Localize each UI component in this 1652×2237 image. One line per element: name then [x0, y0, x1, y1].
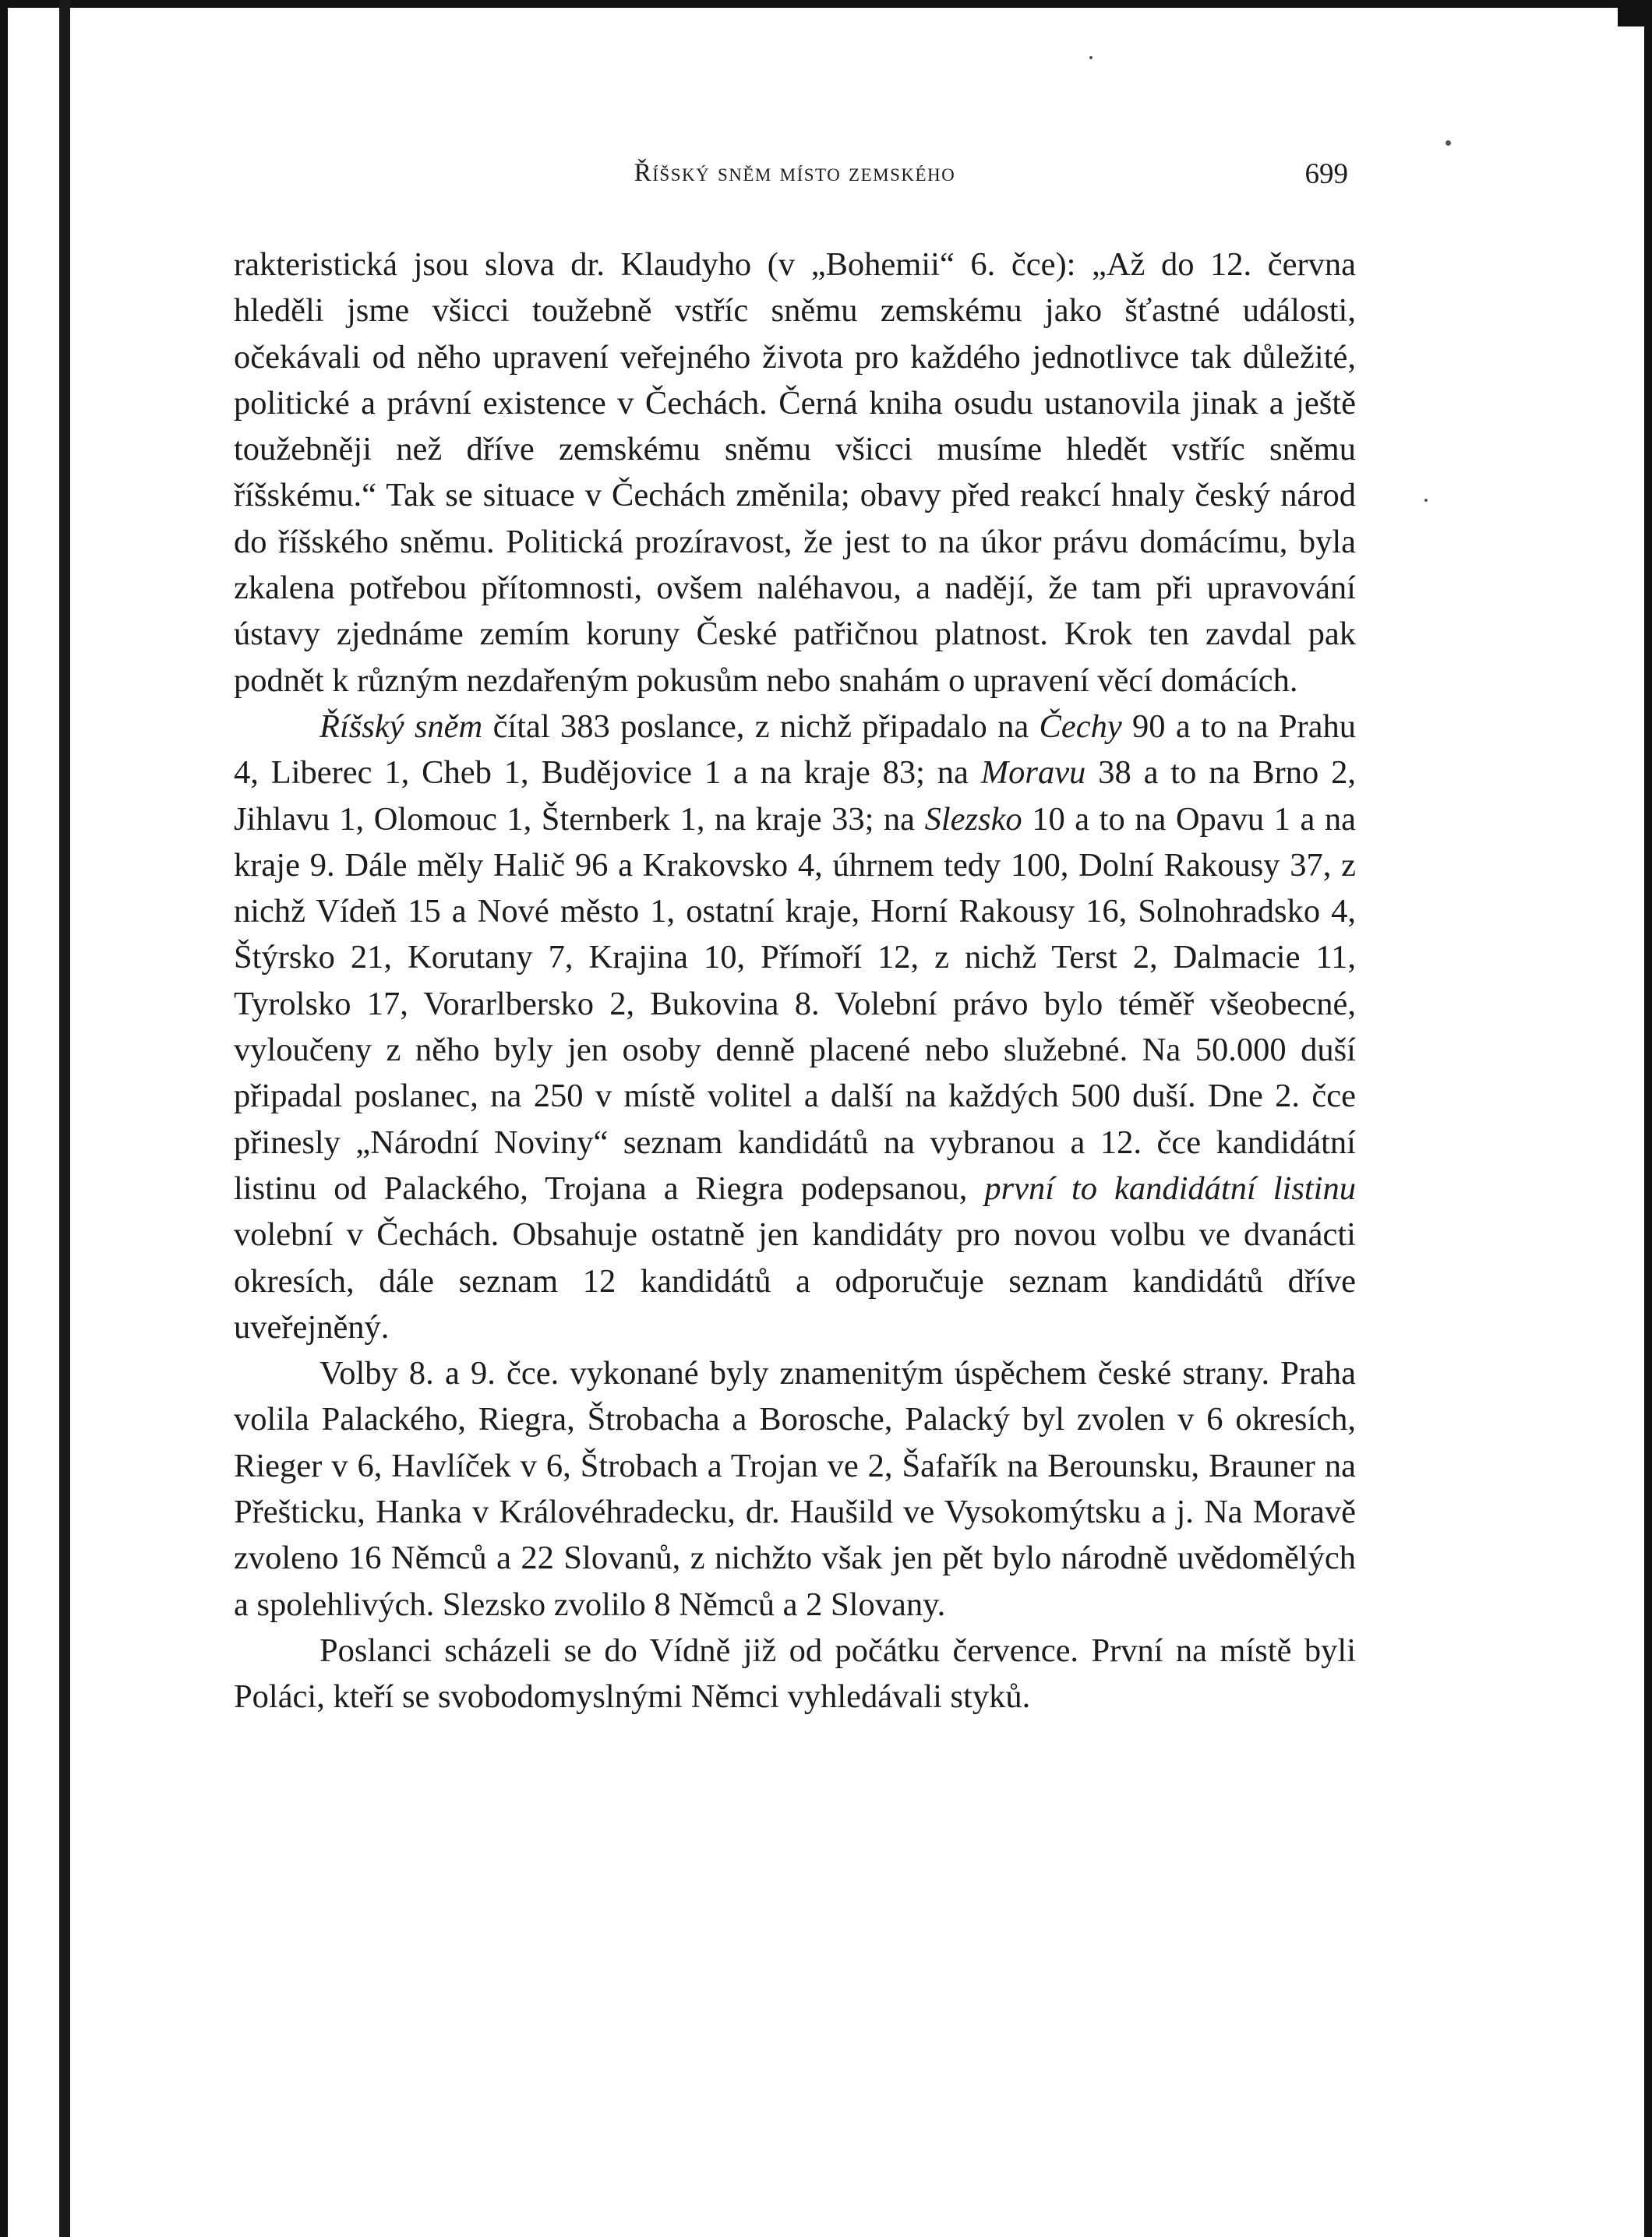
italic-term: Slezsko — [924, 800, 1022, 838]
scan-corner-mark — [1618, 6, 1646, 26]
page-header — [234, 156, 1356, 195]
italic-term: první to kandidátní listinu — [984, 1170, 1356, 1207]
scan-border-right — [1644, 0, 1652, 2237]
scan-speck — [1424, 499, 1428, 502]
scan-border-left — [0, 0, 8, 2237]
italic-term: Říšský sněm — [319, 707, 483, 745]
running-title: Říšský sněm místo zemského — [634, 159, 956, 187]
page-number: 699 — [1304, 158, 1348, 190]
paragraph-2 — [234, 704, 1356, 1350]
paragraph-3: Volby 8. a 9. čce. vykonané byly znamenitým úspěchem české strany. Praha volila Palackého, Riegra, Štrobacha a Borosche, Palacký byl zvolen v 6 okresích, Rieger v 6, Havlíček v 6, Štrobach a Trojan ve 2, Šafařík na Berounsku, Brauner na Přešticku, Hanka v Královéhradecku, dr. Haušild ve Vysokomýtsku a j. Na Moravě zvoleno 16 Němců a 22 Slovanů, z nichžto však jen pět bylo národně uvědomělých a spolehlivých. Slezsko zvolilo 8 Němců a 2 Slovany. — [234, 1355, 1356, 1623]
scan-border-top — [0, 0, 1652, 8]
paragraph-4: Poslanci scházeli se do Vídně již od počátku července. První na místě byli Poláci, kteří se svobodomyslnými Němci vyhledávali styků. — [234, 1632, 1356, 1716]
scan-gutter-shadow — [59, 0, 70, 2237]
text-body — [234, 242, 1356, 1720]
text-run: volební v Čechách. Obsahuje ostatně jen kandidáty pro novou volbu ve dvanácti okresích, dále seznam 12 kandidátů a odporučuje seznam kandidátů dříve uveřejněný. — [234, 1216, 1356, 1346]
text-run: 38 a to na Brno 2, Jihlavu 1, Olomouc 1, Šternberk 1, na kraje 33; na — [234, 754, 1356, 838]
paragraph-1: rakteristická jsou slova dr. Klaudyho (v „Bohemii“ 6. čce): „Až do 12. června hleděli jsme všicci toužebně vstříc sněmu zemskému jako šťastné události, očekávali od něho upravení veřejného života pro každého jednotlivce tak důležité, politické a právní existence v Čechách. Černá kniha osudu ustanovila jinak a ještě toužebněji než dříve zemskému sněmu všicci musíme hledět vstříc sněmu říšskému.“ Tak se situace v Čechách změnila; obavy před reakcí hnaly český národ do říšského sněmu. Politická prozíravost, že jest to na úkor právu domácímu, byla zkalena potřebou přítomnosti, ovšem naléhavou, a nadějí, že tam při upravování ústavy zjednáme zemím koruny České patřičnou platnost. Krok ten zavdal pak podnět k různým nezdařeným pokusům nebo snahám o upravení věcí domácích. — [234, 246, 1356, 699]
italic-term: Moravu — [980, 754, 1086, 792]
italic-term: Čechy — [1039, 707, 1122, 745]
scan-speck — [1089, 56, 1093, 59]
text-run: čítal 383 poslance, z nichž připadalo na — [482, 707, 1040, 745]
text-run: 10 a to na Opavu 1 a na kraje 9. Dále měly Halič 96 a Krakovsko 4, úhrnem tedy 100, Dolní Rakousy 37, z nichž Vídeň 15 a Nové město 1, ostatní kraje, Horní Rakousy 16, Solnohradsko 4, Štýrsko 21, Korutany 7, Krajina 10, Přímoří 12, z nichž Terst 2, Dalmacie 11, Tyrolsko 17, Vorarlbersko 2, Bukovina 8. Volební právo bylo téměř všeobecné, vyloučeny z něho byly jen osoby denně placené nebo služebné. Na 50.000 duší připadal poslanec, na 250 v místě volitel a další na každých 500 duší. Dne 2. čce přinesly „Národní Noviny“ seznam kandidátů na vybranou a 12. čce kandidátní listinu od Palackého, Trojana a Riegra podepsanou, — [234, 800, 1356, 1207]
scan-speck — [1446, 140, 1451, 146]
text-run: 90 a to na Prahu 4, Liberec 1, Cheb 1, Budějovice 1 a na kraje 83; na — [234, 707, 1356, 792]
